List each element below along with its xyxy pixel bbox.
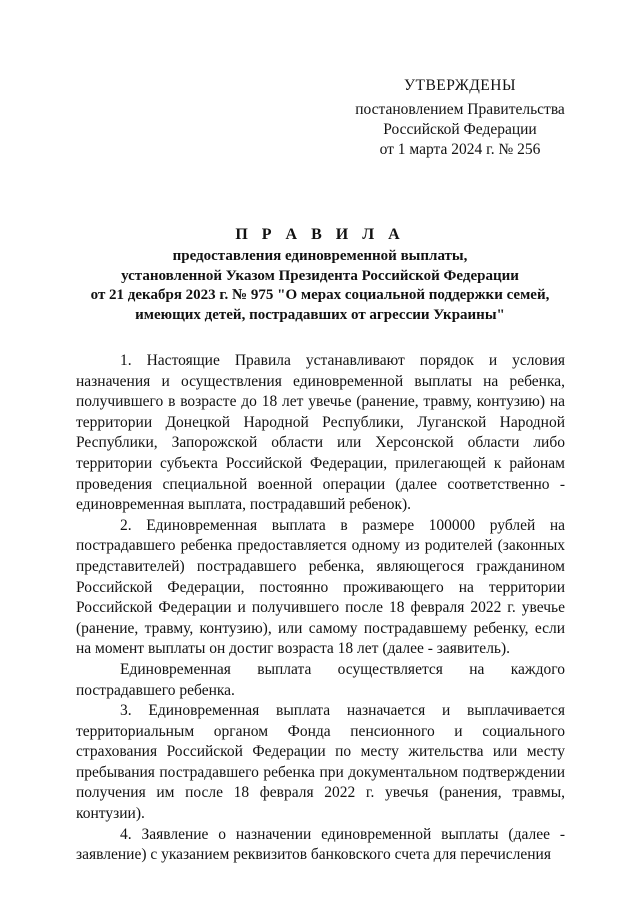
- subtitle-line: предоставления единовременной выплаты,: [172, 248, 468, 264]
- subtitle-line: установленной Указом Президента Российской Федерации: [121, 267, 519, 284]
- document-title: П Р А В И Л А: [235, 226, 405, 243]
- paragraph-2-continuation: Единовременная выплата осуществляется на каждого пострадавшего ребенка.: [76, 660, 565, 699]
- paragraph-1: 1. Настоящие Правила устанавливают порядок и условия назначения и осуществления единовременной выплаты на ребенка, получившего в возрасте до 18 лет увечье (ранение, травму, контузию) на территории Донецкой Народной Республики, Луганской Народной Республики, Запорожской области или Херсонской области либо территории субъекта Российской Федерации, прилегающей к районам проведения специальной военной операции (далее соответственно - единовременная выплата, пострадавший ребенок).: [76, 352, 565, 514]
- document-subtitle: [0, 247, 640, 325]
- approval-line: постановлением Правительства: [355, 101, 565, 118]
- paragraph-2: 2. Единовременная выплата в размере 100000 рублей на пострадавшего ребенка предоставляется одному из родителей (законных представителей) пострадавшего ребенка, являющегося гражданином Российской Федерации, постоянно проживающего на территории Российской Федерации и получившего после 18 февраля 2022 г. увечье (ранение, травму, контузию), или самому пострадавшему ребенку, если на момент выплаты он достиг возраста 18 лет (далее - заявитель).: [76, 516, 565, 658]
- subtitle-line: имеющих детей, пострадавших от агрессии Украины": [135, 306, 505, 323]
- paragraph-4: 4. Заявление о назначении единовременной выплаты (далее - заявление) с указанием реквизитов банковского счета для перечисления: [76, 825, 565, 864]
- approval-title: УТВЕРЖДЕНЫ: [404, 77, 516, 94]
- approval-date: от 1 марта 2024 г. № 256: [379, 141, 541, 158]
- document-body: [76, 351, 565, 866]
- approval-line: Российской Федерации: [383, 121, 537, 138]
- approval-block: [330, 76, 590, 160]
- subtitle-line: от 21 декабря 2023 г. № 975 "О мерах социальной поддержки семей,: [90, 287, 550, 303]
- paragraph-3: 3. Единовременная выплата назначается и выплачивается территориальным органом Фонда пенсионного и социального страхования Российской Федерации по месту жительства или месту пребывания пострадавшего ребенка при документальном подтверждении получения им после 18 февраля 2022 г. увечья (ранения, травмы, контузии).: [76, 702, 565, 823]
